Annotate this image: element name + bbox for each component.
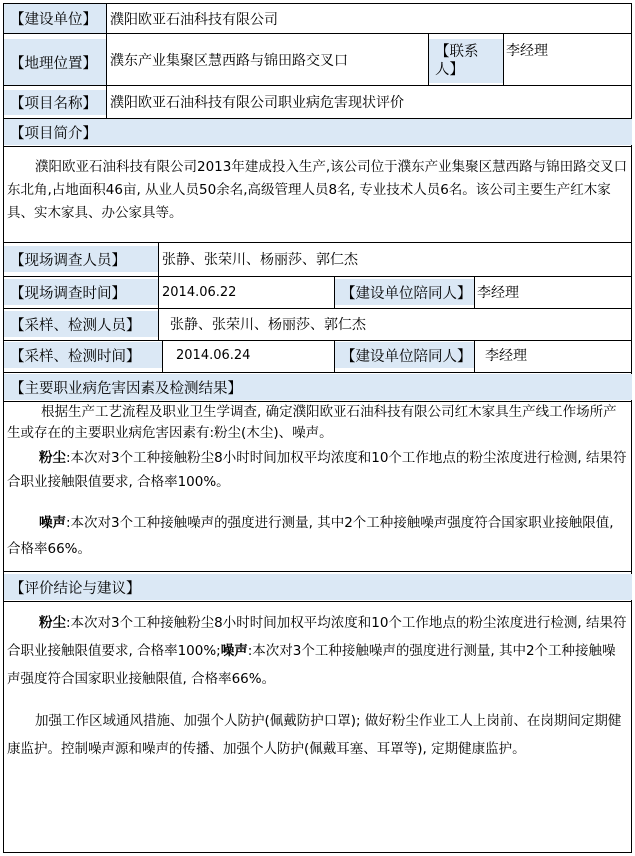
- hazards-dust-title: 粉尘: [39, 450, 66, 466]
- conclusion-dust-title: 粉尘: [39, 615, 66, 631]
- sampling-escort-value: 李经理: [485, 348, 527, 364]
- survey-escort-value: 李经理: [477, 285, 519, 301]
- location-value: 濮东产业集聚区慧西路与锦田路交叉口: [110, 53, 348, 69]
- construction-unit-label: 【建设单位】: [4, 4, 106, 33]
- hazards-intro-text: 根据生产工艺流程及职业卫生学调查, 确定濮阳欧亚石油科技有限公司红木家具生产线工作场所产生或存在的主要职业病危害因素有:粉尘(木尘)、噪声。: [7, 404, 617, 441]
- contact-label: [429, 39, 503, 83]
- project-intro-label: 【项目简介】: [4, 119, 632, 145]
- hazards-noise-title: 噪声: [39, 515, 66, 531]
- conclusion-noise-title: 噪声: [220, 643, 248, 659]
- sampling-time-value: 2014.06.24: [176, 347, 251, 363]
- survey-time-label: 【现场调查时间】: [4, 279, 158, 305]
- survey-escort-label: 【建设单位陪同人】: [335, 279, 474, 305]
- conclusion-label: 【评价结论与建议】: [4, 574, 632, 600]
- conclusion-noise-text: :本次对3个工种接触噪声的强度进行测量, 其中2个工种接触噪声强度符合国家职业接触限值, 合格率66%。: [7, 643, 616, 687]
- sampling-time-label: 【采样、检测时间】: [4, 342, 162, 368]
- hazards-noise-paragraph: [7, 510, 629, 562]
- project-intro-text: 濮阳欧亚石油科技有限公司2013年建成投入生产,该公司位于濮东产业集聚区慧西路与锦田路交叉口东北角,占地面积46亩, 从业人员50余名,高级管理人员8名, 专业技术人员6名。该公司主要生产红木家具、实木家具、办公家具等。: [7, 159, 628, 221]
- survey-staff-value: 张静、张荣川、杨丽莎、郭仁杰: [162, 252, 358, 268]
- project-name-label: 【项目名称】: [4, 90, 106, 115]
- survey-staff-label: 【现场调查人员】: [4, 246, 158, 272]
- contact-label-line2: 人】: [435, 62, 464, 78]
- hazards-noise-text: :本次对3个工种接触噪声的强度进行测量, 其中2个工种接触噪声强度符合国家职业接触限值, 合格率66%。: [7, 515, 614, 557]
- sampling-staff-label: 【采样、检测人员】: [4, 311, 158, 337]
- hazards-dust-text: :本次对3个工种接触粉尘8小时时间加权平均浓度和10个工作地点的粉尘浓度进行检测, 结果符合职业接触限值要求, 合格率100%。: [7, 450, 627, 490]
- conclusion-dust-text: :本次对3个工种接触粉尘8小时时间加权平均浓度和10个工作地点的粉尘浓度进行检测, 结果符合职业接触限值要求, 合格率100%;: [7, 615, 627, 659]
- conclusion-advice-text: 加强工作区域通风措施、加强个人防护(佩戴防护口罩); 做好粉尘作业工人上岗前、在岗期间定期健康监护。控制噪声源和噪声的传播、加强个人防护(佩戴耳塞、耳罩等), 定期健康监护。: [7, 713, 622, 757]
- hazards-label: 【主要职业病危害因素及检测结果】: [4, 374, 632, 400]
- contact-label-line1: 【联系: [435, 44, 479, 60]
- hazards-dust-paragraph: [7, 446, 629, 494]
- sampling-staff-value: 张静、张荣川、杨丽莎、郭仁杰: [170, 317, 366, 333]
- project-name-value: 濮阳欧亚石油科技有限公司职业病危害现状评价: [110, 95, 404, 111]
- construction-unit-value: 濮阳欧亚石油科技有限公司: [110, 11, 278, 28]
- location-label: 【地理位置】: [4, 39, 106, 85]
- sampling-escort-label: 【建设单位陪同人】: [335, 342, 474, 368]
- contact-value: 李经理: [506, 43, 548, 59]
- survey-time-value: 2014.06.22: [162, 284, 237, 300]
- conclusion-paragraph: [7, 609, 629, 693]
